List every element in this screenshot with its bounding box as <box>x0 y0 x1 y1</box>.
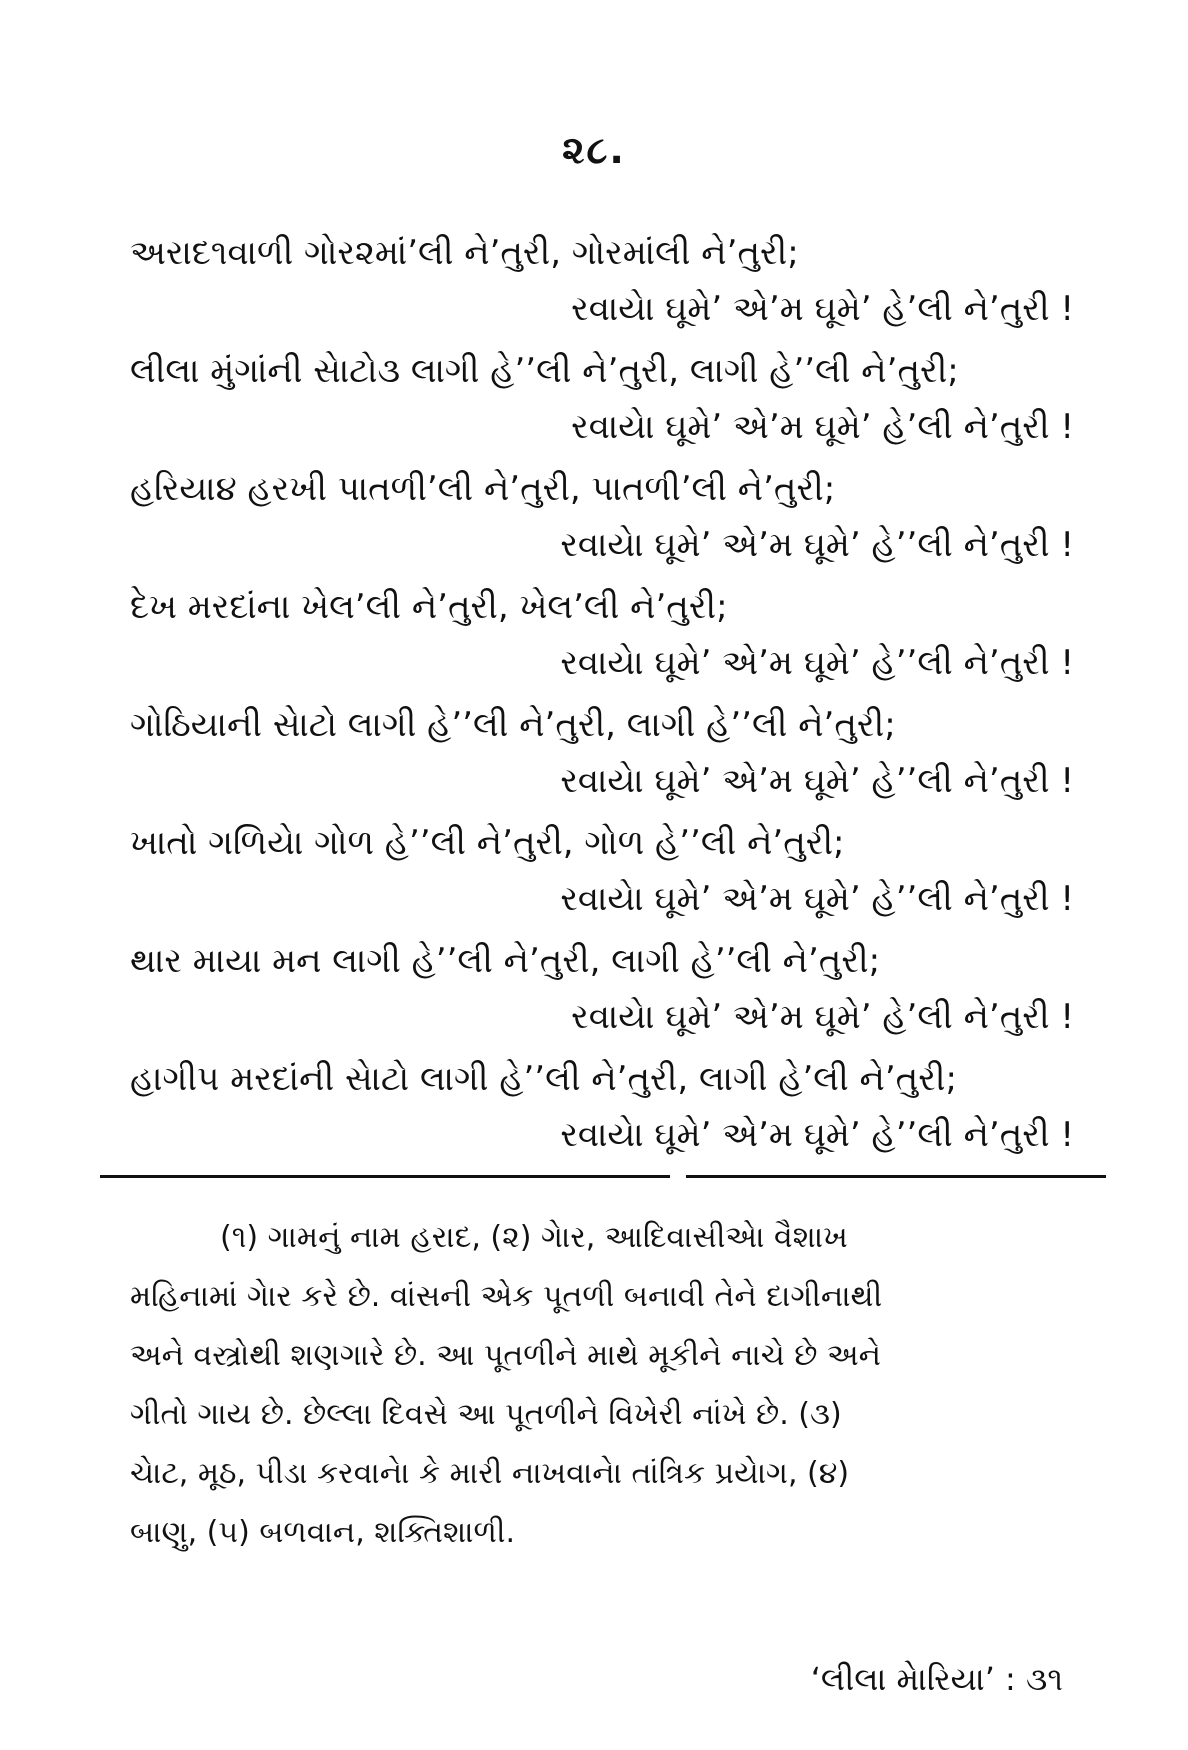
stanza-refrain: રવાયેા ઘૂમે’ એ’મ ઘૂમે’ હે’લી ને’તુરી ! <box>571 997 1074 1037</box>
footnote-rule-left <box>100 1175 670 1178</box>
stanza-line: ગોઠિયાની સેાટો લાગી હે’’લી ને’તુરી, લાગી હે’’લી ને’તુરી; <box>130 705 896 745</box>
footnote-line: અને વસ્ત્રોથી શણગારે છે. આ પૂતળીને માથે મૂકીને નાચે છે અને <box>130 1338 882 1373</box>
stanza-refrain: રવાયેા ઘૂમે’ એ’મ ઘૂમે’ હે’’લી ને’તુરી ! <box>560 879 1074 919</box>
stanza-refrain: રવાયેા ઘૂમે’ એ’મ ઘૂમે’ હે’’લી ને’તુરી ! <box>560 761 1074 801</box>
footnote-line: ચેાટ, મૂઠ, પીડા કરવાનેા કે મારી નાખવાનેા તાંત્રિક પ્રયેાગ, (૪) <box>130 1456 850 1491</box>
stanza-line: હાગી૫ મરદાંની સેાટો લાગી હે’’લી ને’તુરી, લાગી હે’લી ને’તુરી; <box>130 1059 957 1099</box>
stanza-refrain: રવાયેા ઘૂમે’ એ’મ ઘૂમે’ હે’લી ને’તુરી ! <box>571 289 1074 329</box>
page-number: ૨૮. <box>562 128 626 172</box>
stanza <box>130 697 1074 809</box>
footnote-line: (૧) ગામનું નામ હરાદ, (૨) ગેાર, આદિવાસીએા વૈશાખ <box>220 1220 848 1255</box>
stanza-refrain: રવાયેા ઘૂમે’ એ’મ ઘૂમે’ હે’’લી ને’તુરી ! <box>560 643 1074 683</box>
stanza-refrain: રવાયેા ઘૂમે’ એ’મ ઘૂમે’ હે’’લી ને’તુરી ! <box>560 1115 1074 1155</box>
stanza-line: લીલા મુંગાંની સેાટો૩ લાગી હે’’લી ને’તુરી, લાગી હે’’લી ને’તુરી; <box>130 351 959 391</box>
stanza-refrain: રવાયેા ઘૂમે’ એ’મ ઘૂમે’ હે’લી ને’તુરી ! <box>571 407 1074 447</box>
stanza <box>130 1051 1074 1163</box>
stanza <box>130 579 1074 691</box>
footnote-line: મહિનામાં ગેાર કરે છે. વાંસની એક પૂતળી બનાવી તેને દાગીનાથી <box>130 1279 883 1314</box>
stanza <box>130 461 1074 573</box>
footnotes <box>130 1208 1074 1562</box>
stanza-line: ખાતો ગળિયેા ગોળ હે’’લી ને’તુરી, ગોળ હે’’લી ને’તુરી; <box>130 823 845 863</box>
footnote-line: બાણુ, (૫) બળવાન, શક્તિશાળી. <box>130 1515 515 1550</box>
footnote-rule-right <box>686 1175 1106 1178</box>
stanza-line: દેખ મરદાંના ખેલ’લી ને’તુરી, ખેલ’લી ને’તુરી; <box>130 587 728 627</box>
stanza-line: અરાદ૧વાળી ગોર૨માં’લી ને’તુરી, ગોરમાંલી ને’તુરી; <box>130 233 799 273</box>
footnote-line: ગીતો ગાય છે. છેલ્લા દિવસે આ પૂતળીને વિખેરી નાંખે છે. (૩) <box>130 1397 842 1432</box>
stanza-line: થાર માયા મન લાગી હે’’લી ને’તુરી, લાગી હે’’લી ને’તુરી; <box>130 941 881 981</box>
stanza <box>130 343 1074 455</box>
stanza <box>130 815 1074 927</box>
stanza-refrain: રવાયેા ઘૂમે’ એ’મ ઘૂમે’ હે’’લી ને’તુરી ! <box>560 525 1074 565</box>
stanza-line: હરિયા૪ હરખી પાતળી’લી ને’તુરી, પાતળી’લી ને’તુરી; <box>130 469 836 509</box>
stanza <box>130 225 1074 337</box>
source-credit: ‘લીલા મેારિયા’ : ૩૧ <box>810 1660 1063 1698</box>
stanza <box>130 933 1074 1045</box>
